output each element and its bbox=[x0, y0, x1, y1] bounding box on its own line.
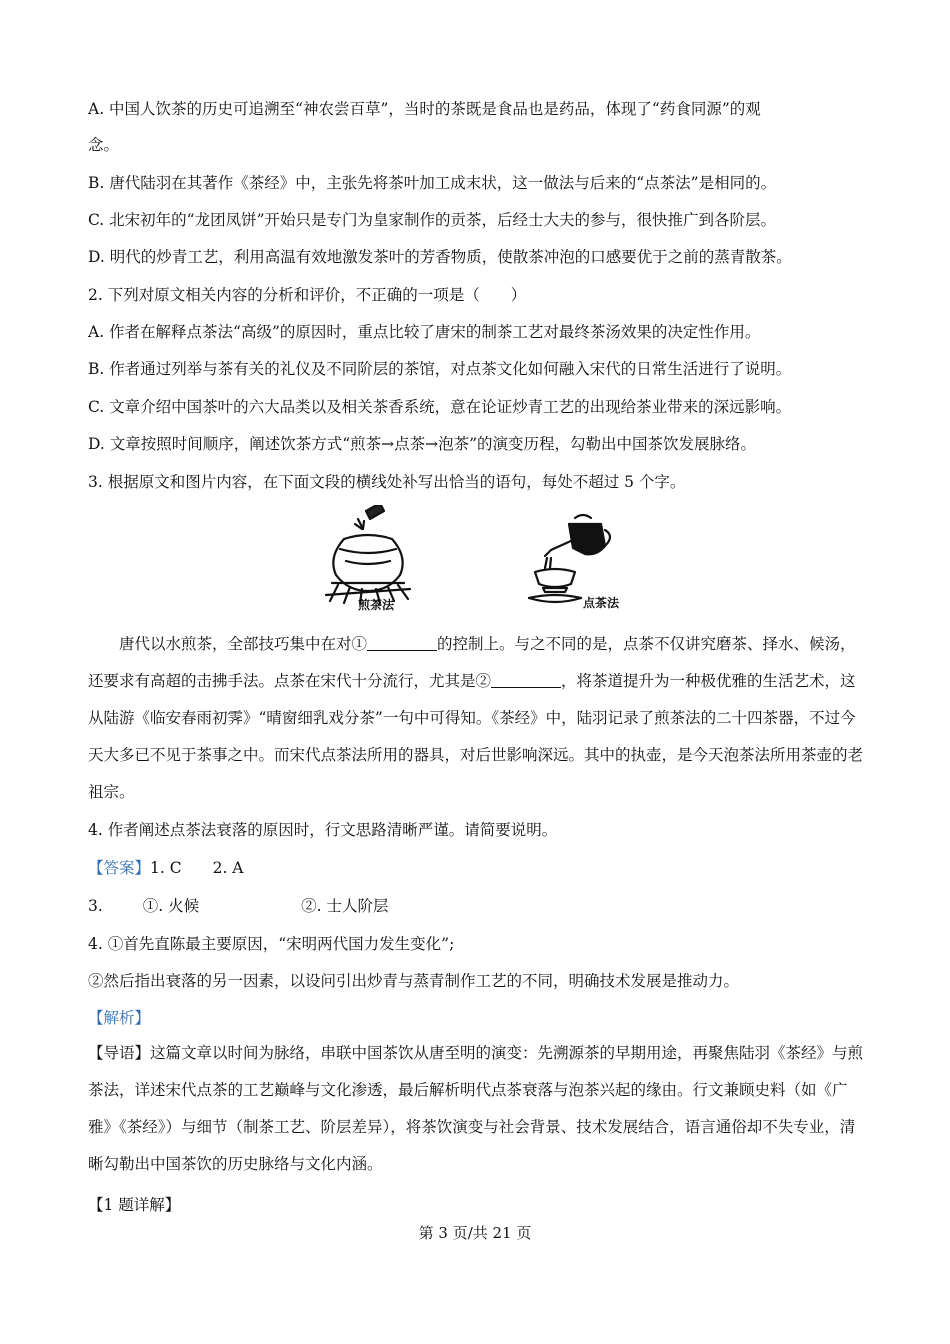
detail-heading: 【1 题详解】 bbox=[88, 1196, 181, 1214]
q2-stem: 2. 下列对原文相关内容的分析和评价，不正确的一项是（ ） bbox=[88, 286, 527, 304]
q2-option-b: B. 作者通过列举与茶有关的礼仪及不同阶层的茶馆，对点茶文化如何融入宋代的日常生活进行了说明。 bbox=[88, 360, 792, 378]
answer-q3-line bbox=[88, 894, 389, 916]
q2-option-c: C. 文章介绍中国茶叶的六大品类以及相关茶香系统，意在论证炒青工艺的出现给茶业带来的深远影响。 bbox=[88, 398, 792, 416]
answer-q3-blank1: ①. 火候 bbox=[142, 897, 200, 915]
fig-left-label: 煎茶法 bbox=[358, 598, 395, 612]
answer-q3-blank2: ②. 士人阶层 bbox=[301, 897, 389, 915]
q3-passage bbox=[88, 626, 863, 811]
blank-2 bbox=[491, 672, 561, 689]
answer-q4-point2: ②然后指出衰落的另一因素，以设问引出炒青与蒸青制作工艺的不同，明确技术发展是推动力。 bbox=[88, 972, 740, 990]
answer-label: 【答案】 bbox=[88, 859, 151, 877]
q1-option-c: C. 北宋初年的“龙团凤饼”开始只是专门为皇家制作的贡茶，后经士大夫的参与，很快推广到各阶层。 bbox=[88, 211, 777, 229]
answer-q3-number: 3. bbox=[88, 897, 103, 915]
q1-option-d: D. 明代的炒青工艺，利用高温有效地激发茶叶的芳香物质，使散茶冲泡的口感要优于之前的蒸青散茶。 bbox=[88, 248, 792, 266]
answer-line bbox=[88, 856, 244, 878]
answer-q1-q2: 1. C 2. A bbox=[150, 859, 244, 877]
q3-passage-part3: ，将茶道提升为一种极优雅的生活艺术，这从陆游《临安春雨初霁》“晴窗细乳戏分茶”一句中可得知。《茶经》中，陆羽记录了煎茶法的二十四茶器，不过今天大多已不见于茶事之中。而宋代点茶法所用的器具，对后世影响深远。其中的执壶，是今天泡茶法所用茶壶的老祖宗。 bbox=[88, 672, 864, 801]
q4-stem: 4. 作者阐述点茶法衰落的原因时，行文思路清晰严谨。请简要说明。 bbox=[88, 821, 558, 839]
q1-option-b: B. 唐代陆羽在其著作《茶经》中，主张先将茶叶加工成末状，这一做法与后来的“点茶法”是相同的。 bbox=[88, 174, 777, 192]
q3-passage-part1: 唐代以水煎茶，全部技巧集中在对① bbox=[119, 635, 368, 653]
analysis-label: 【解析】 bbox=[88, 1009, 151, 1027]
q1-option-a: A. 中国人饮茶的历史可追溯至“神农尝百草”，当时的茶既是食品也是药品，体现了“药食同源”的观 bbox=[88, 100, 761, 118]
q1-option-a-continued: 念。 bbox=[88, 136, 120, 154]
q3-passage-part2: 的控制上。与之不同的是，点茶不仅讲究磨茶、择水、候汤，还要求有高超的击拂手法。点茶在宋代十分流行，尤其是② bbox=[88, 635, 856, 690]
q3-stem: 3. 根据原文和图片内容，在下面文段的横线处补写出恰当的语句，每处不超过 5 个字。 bbox=[88, 473, 686, 491]
analysis-intro: 【导语】这篇文章以时间为脉络，串联中国茶饮从唐至明的演变：先溯源茶的早期用途，再聚焦陆羽《茶经》与煎茶法，详述宋代点茶的工艺巅峰与文化渗透，最后解析明代点茶衰落与泡茶兴起的缘由。行文兼顾史料（如《广雅》《茶经》）与细节（制茶工艺、阶层差异），将茶饮演变与社会背景、技术发展结合，语言通俗却不失专业，清晰勾勒出中国茶饮的历史脉络与文化内涵。 bbox=[88, 1044, 864, 1173]
q2-option-d: D. 文章按照时间顺序，阐述饮茶方式“煎茶→点茶→泡茶”的演变历程，勾勒出中国茶饮发展脉络。 bbox=[88, 435, 757, 453]
answer-q4-point1: 4. ①首先直陈最主要原因，“宋明两代国力发生变化”; bbox=[88, 935, 455, 953]
fig-right-label: 点茶法 bbox=[583, 596, 620, 610]
q2-option-a: A. 作者在解释点茶法“高级”的原因时，重点比较了唐宋的制茶工艺对最终茶汤效果的决定性作用。 bbox=[88, 323, 761, 341]
page-footer: 第 3 页/共 21 页 bbox=[418, 1224, 532, 1242]
blank-1 bbox=[367, 635, 437, 652]
